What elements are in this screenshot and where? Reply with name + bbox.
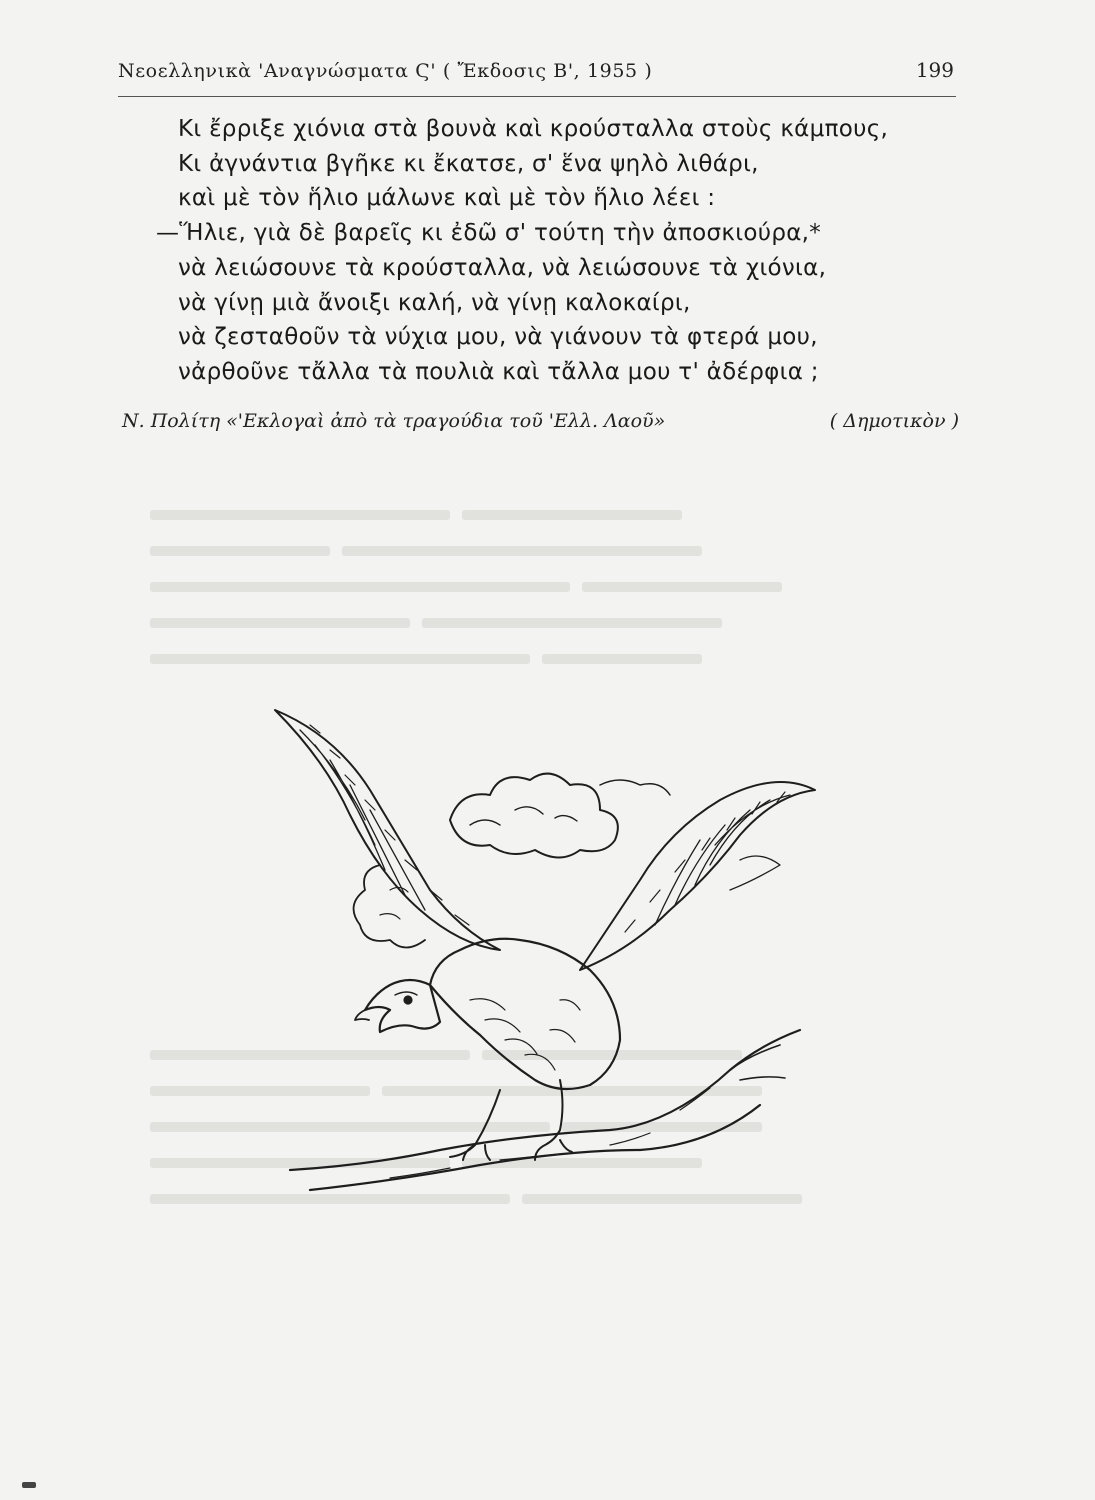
poem-line: Κι ἔρριξε χιόνια στὰ βουνὰ καὶ κρούσταλλα στοὺς κάμπους, xyxy=(178,116,889,142)
scan-mark xyxy=(22,1482,36,1488)
page-number: 199 xyxy=(915,58,954,82)
eagle-head xyxy=(355,980,440,1032)
cloud-icon xyxy=(354,774,670,948)
page-header xyxy=(118,58,956,94)
running-title: Νεοελληνικὰ 'Αναγνώσματα Ϛ' ( Ἔκδοσις Β', 1955 ) xyxy=(118,60,653,82)
eagle-body xyxy=(430,939,620,1089)
poem-line: νὰ ζεσταθοῦν τὰ νύχια μου, νὰ γιάνουν τὰ φτερά μου, xyxy=(178,324,818,351)
eagle-talons xyxy=(450,1080,572,1160)
eagle-illustration xyxy=(270,700,830,1200)
genre-label: ( Δημοτικὸν ) xyxy=(829,410,959,432)
poem-line: —Ἥλιε, γιὰ δὲ βαρεῖς κι ἐδῶ σ' τούτη τὴν ἀποσκιούρα,* xyxy=(156,220,822,247)
poem-line: νὰ λειώσουνε τὰ κρούσταλλα, νὰ λειώσουνε τὰ χιόνια, xyxy=(178,254,827,281)
right-wing xyxy=(580,782,815,970)
poem-line: νἀρθοῦνε τἄλλα τὰ πουλιὰ καὶ τἄλλα μου τ' ἀδέρφια ; xyxy=(178,358,819,385)
poem-line: καὶ μὲ τὸν ἥλιο μάλωνε καὶ μὲ τὸν ἥλιο λέει : xyxy=(178,185,716,212)
source-citation: Ν. Πολίτη «'Εκλογαὶ ἀπὸ τὰ τραγούδια τοῦ 'Ελλ. Λαοῦ» xyxy=(122,410,666,432)
poem-line: νὰ γίνῃ μιὰ ἄνοιξι καλή, νὰ γίνῃ καλοκαίρι, xyxy=(178,289,691,316)
poem-line: Κι ἀγνάντια βγῆκε κι ἔκατσε, σ' ἕνα ψηλὸ λιθάρι, xyxy=(178,150,759,177)
branch xyxy=(290,1030,800,1190)
header-divider xyxy=(118,96,956,97)
poem xyxy=(156,112,958,390)
